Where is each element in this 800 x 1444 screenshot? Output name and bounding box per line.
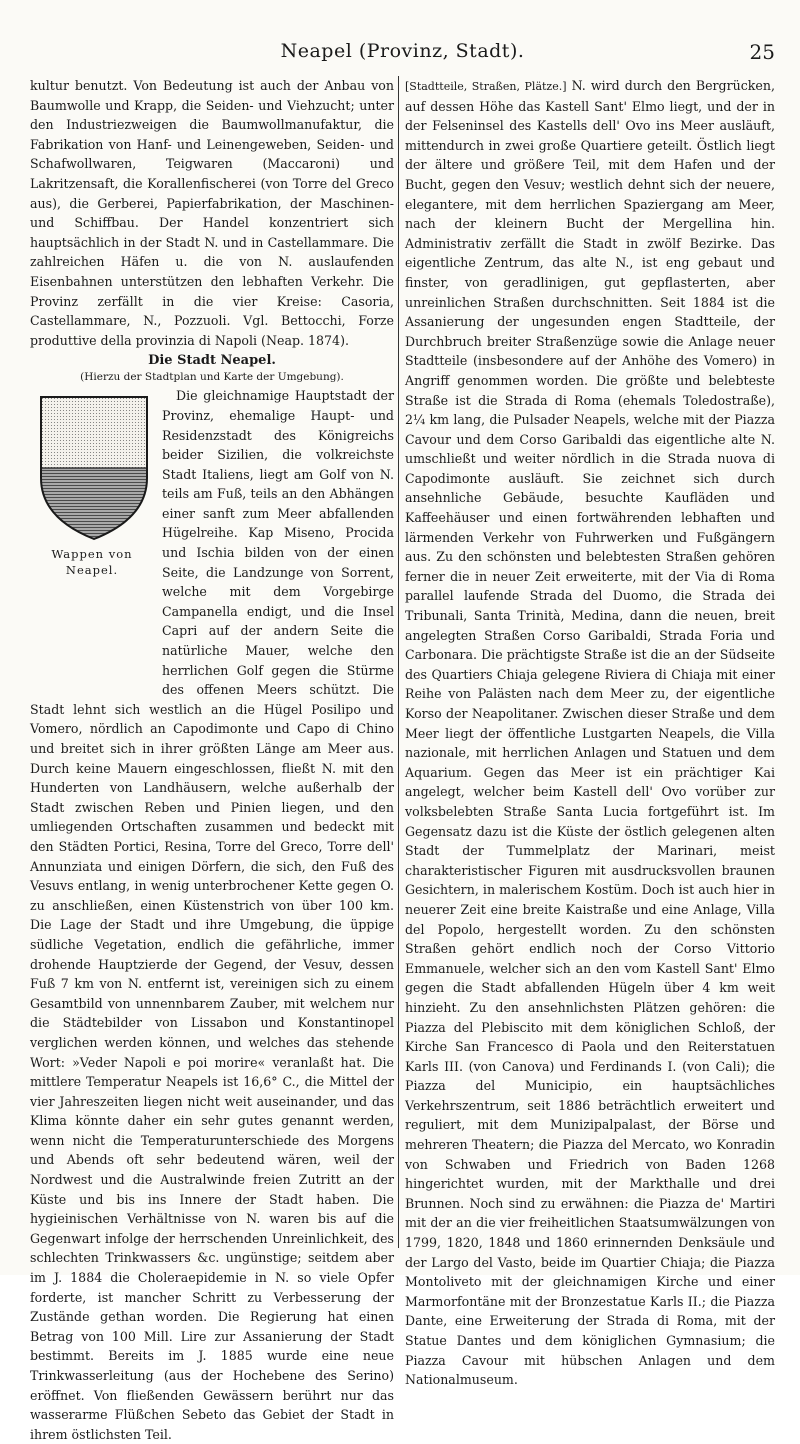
coat-caption: Wappen von Neapel. xyxy=(51,547,133,578)
column-divider xyxy=(398,76,399,1248)
city-paragraph: Die gleichnamige Hauptstadt der Provinz, ehemalige Haupt- und Residenzstadt des Königreichs beider Sizilien, die volkreichste Stadt Italiens, liegt am Golf von N. teils am Fuß, teils an den Abhängen einer sanft zum Meer abfallenden Hügelreihe. Kap Miseno, Procida und Ischia bilden von der einen Seite, die Landzunge von Sorrent, welche mit dem Vorgebirge Campanella endigt, und die Insel Capri auf der andern Seite die natürliche Mauer, welche den herrlichen Golf gegen die Stürme des offenen Meers schützt. Die Stadt lehnt sich westlich an die Hügel Posilipo und Vomero, nördlich an Capodimonte und Capo di Chino und breitet sich in ihrer größten Länge am Meer aus. Durch keine Mauern eingeschlossen, fließt N. mit den Hunderten von Landhäusern, welche außerhalb der Stadt zwischen Reben und Pinien liegen, und den umliegenden Ortschaften zusammen und bedeckt mit den Städten Portici, Resina, Torre del Greco, Torre dell' Annunziata und einigen Dörfern, die sich, den Fuß des Vesuvs entlang, in wenig unterbrochener Kette gegen O. zu anschließen, einen Küstenstrich von über 100 km. Die Lage der Stadt und ihre Umgebung, die üppige südliche Vegetation, endlich die gefährliche, immer drohende Hauptzierde der Gegend, der Vesuv, dessen Fuß 7 km von N. entfernt ist, vereinigen sich zu einem Gesamtbild von unnennbarem Zauber, mit welchem nur die Städtebilder von Lissabon und Konstantinopel verglichen werden können, und welches das stehende Wort: »Veder Napoli e poi morire« veranlaßt hat. Die mittlere Temperatur Neapels ist 16,6° C., die Mittel der vier Jahreszeiten liegen nicht weit auseinander, und das Klima könnte daher ein sehr gutes genannt werden, wenn nicht die Temperaturunterschiede des Morgens und Abends oft sehr bedeutend wären, weil der Nordwest und die Australwinde freien Zutritt an der Küste und bis ins Innere der Stadt haben. Die hygieinischen Verhältnisse von N. waren bis auf die Gegenwart infolge der herrschenden Unreinlichkeit, des schlechten Trinkwassers &c. ungünstige; seitdem aber im J. 1884 die Choleraepidemie in N. so viele Opfer forderte, ist mancher Schritt zu Verbesserung der Zustände gethan worden. Die Regierung hat einen Betrag von 100 Mill. Lire zur Assanierung der Stadt bestimmt. Bereits im J. 1885 wurde eine neue Trinkwasserleitung (aus der Hochebene des Serino) eröffnet. Von fließenden Gewässern berührt nur das wasserarme Flüßchen Sebeto das Gebiet der Stadt in ihrem östlichsten Teil. xyxy=(30,388,394,1442)
right-paragraph: N. wird durch den Bergrücken, auf dessen Höhe das Kastell Sant' Elmo liegt, und der in der Felseninsel des Kastells dell' Ovo ins Meer ausläuft, mittendurch in zwei große Quartiere geteilt. Östlich liegt der ältere und größere Teil, mit dem Hafen und der Bucht, gegen den Vesuv; westlich dehnt sich der neuere, elegantere, mit dem herrlichen Spaziergang am Meer, nach der kleinern Bucht der Mergellina hin. Administrativ zerfällt die Stadt in zwölf Bezirke. Das eigentliche Zentrum, das alte N., ist eng gebaut und finster, von geradlinigen, gut gepflasterten, aber unreinlichen Straßen durchschnitten. Seit 1884 ist die Assanierung der ungesunden engen Stadtteile, der Durchbruch breiter Straßenzüge sowie die Anlage neuer Stadtteile (insbesondere auf der Anhöhe des Vomero) in Angriff genommen worden. Die größte und belebteste Straße ist die Strada di Roma (ehemals Toledostraße), 2¼ km lang, die Pulsader Neapels, welche mit der Piazza Cavour und dem Corso Garibaldi das eigentliche alte N. umschließt und weiter nördlich in die Strada nuova di Capodimonte ausläuft. Sie zeichnet sich durch ansehnliche Gebäude, besuchte Kaufläden und Kaffeehäuser und einen fortwährenden lebhaften und lärmenden Verkehr von Fuhrwerken und Fußgängern aus. Zu den schönsten und belebtesten Straßen gehören ferner die in neuer Zeit erweiterte, mit der Via di Roma parallel laufende Strada del Duomo, die Strada dei Tribunali, Santa Trinità, Medina, dann die neuen, breit angelegten Straßen Corso Garibaldi, Strada Foria und Carbonara. Die prächtigste Straße ist die an der Südseite des Quartiers Chiaja gelegene Riviera di Chiaja mit einer Reihe von Palästen nach dem Meer zu, der eigentliche Korso der Neapolitaner. Zwischen dieser Straße und dem Meer liegt der öffentliche Lustgarten Neapels, die Villa nazionale, mit herrlichen Anlagen und Statuen und dem Aquarium. Gegen das Meer ist ein prächtiger Kai angelegt, welcher beim Kastell dell' Ovo vorüber zur volksbelebten Straße Santa Lucia fortgeführt ist. Im Gegensatz dazu ist die Küste der östlich gelegenen alten Stadt der Tummelplatz der Marinari, meist charakteristischer Figuren mit ausdrucksvollen braunen Gesichtern, in malerischem Kostüm. Doch ist auch hier in neuerer Zeit eine breite Kaistraße und eine Anlage, Villa del Popolo, hergestellt worden. Zu den schönsten Straßen gehört endlich noch der Corso Vittorio Emmanuele, welcher sich an den vom Kastell Sant' Elmo gegen die Stadt abfallenden Hügeln über 4 km weit hinzieht. Zu den ansehnlichsten Plätzen gehören: die Piazza del Plebiscito mit dem königlichen Schloß, der Kirche San Francesco di Paola und den Reiterstatuen Karls III. (von Canova) und Ferdinands I. (von Cali); die Piazza del Municipio, ein hauptsächliches Verkehrszentrum, seit 1886 beträchtlich erweitert und reguliert, mit dem Munizipalpalast, der Börse und mehreren Theatern; die Piazza del Mercato, wo Konradin von Schwaben und Friedrich von Baden 1268 hingerichtet wurden, mit der Markthalle und drei Brunnen. Noch sind zu erwähnen: die Piazza de' Martiri mit der an die vier freiheitlichen Staatsumwälzungen von 1799, 1820, 1848 und 1860 erinnernden Denksäule und der Largo del Vasto, beide im Quartier Chiaja; die Piazza Montoliveto mit der gleichnamigen Kirche und einer Marmorfontäne mit der Bronzestatue Karls II.; die Piazza Dante, eine Erweiterung der Strada di Roma, mit der Statue Dantes und dem königlichen Gymnasium; die Piazza Cavour mit hübschen Anlagen und dem Nationalmuseum. xyxy=(405,78,775,1388)
running-head: [Stadtteile, Straßen, Plätze.] xyxy=(405,80,567,93)
page-number: 25 xyxy=(749,40,775,64)
section-subheading: (Hierzu der Stadtplan und Karte der Umgebung). xyxy=(80,371,344,384)
running-title: Neapel (Provinz, Stadt). xyxy=(280,40,525,62)
page-header xyxy=(30,40,775,66)
right-column xyxy=(405,76,775,1388)
intro-paragraph: kultur benutzt. Von Bedeutung ist auch der Anbau von Baumwolle und Krapp, die Seiden- und Viehzucht; unter den Industriezweigen die Baumwollmanufaktur, die Fabrikation von Hanf- und Leinengeweben, Seiden- und Schafwollwaren, Teigwaren (Maccaroni) und Lakritzensaft, die Korallenfischerei (von Torre del Greco aus), die Gerberei, Papierfabrikation, der Maschinen- und Schiffbau. Der Handel konzentriert sich hauptsächlich in der Stadt N. und in Castellammare. Die zahlreichen Häfen u. die von N. auslaufenden Eisenbahnen unterstützen den lebhaften Verkehr. Die Provinz zerfällt in die vier Kreise: Casoria, Castellammare, N., Pozzuoli. Vgl. Bettocchi, Forze produttive della provinzia di Napoli (Neap. 1874). xyxy=(30,78,394,348)
left-column xyxy=(30,76,394,1442)
section-heading: Die Stadt Neapel. xyxy=(148,353,276,369)
coat-of-arms-icon xyxy=(38,394,150,542)
coat-of-arms-figure xyxy=(30,390,154,686)
